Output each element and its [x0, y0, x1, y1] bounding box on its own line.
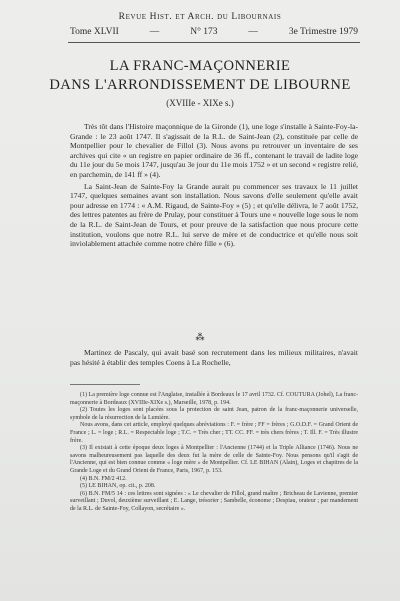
footnote-rule	[70, 384, 140, 385]
issue-number: N° 173	[190, 27, 218, 37]
footnote: (4) B.N. FM/2 412.	[80, 475, 127, 482]
footnote: Nous avons, dans cet article, employé quelques abréviations : F. = frère ; FF = frères ; G.O.D.F. = Grand Orient de France ; L. = loge ; R.L. = Respectable loge ; T.C. = Très cher ; TT. CC. FF. = très chers frères ; T. Ill. F. = Très illustre frère.	[70, 422, 358, 444]
section-divider-asterism: ⁂	[195, 332, 205, 342]
footnote: (5) LE BIHAN, op. cit., p. 208.	[80, 483, 156, 490]
article-body-continued	[70, 348, 358, 369]
footnote: (3) Il existait à cette époque deux loges à Montpellier : l'Ancienne (1744) et la Triple Alliance (1746). Nous ne savons malheureusement pas laquelle des deux fut la mère de celle de Sainte-Foy. Nous pensons qu'il s'agit de l'Ancienne, qui est bien connue comme « loge mère » de Montpellier. Cf. LE BIHAN (Alain), Loges et chapitres de la Grande Loge et du Grand Orient de France, Paris, 1967, p. 153.	[70, 445, 358, 474]
quarter-label: 3e Trimestre 1979	[288, 27, 358, 37]
article-body	[70, 122, 358, 251]
header-rule	[68, 42, 360, 43]
tome-label: Tome XLVII	[70, 27, 119, 37]
paragraph: Très tôt dans l'Histoire maçonnique de la Gironde (1), une loge s'installe à Sainte-Foy-la-Grande : le 23 août 1747. Il s'agissait de la R.L. de Saint-Jean (2), constituée par celle de Montpellier pour le chevalier de Fillol (3). Nous avons pu retrouver un inventaire de ses archives qui cite « un registre en papier ordinaire de 36 ff., contenant le travail de ladite loge du 11e jour du 5e mois 1747, jusqu'au 3e jour du 11e mois 1752 » et un second « registre relié, en parchemin, de 141 ff » (4).	[70, 122, 358, 179]
dash-separator: —	[149, 27, 160, 37]
footnote: (2) Toutes les loges sont placées sous la protection de saint Jean, patron de la franc-maçonnerie universelle, symbole de la résurrection de la Lumière.	[70, 407, 358, 421]
footnote: (1) La première loge connue est l'Anglaise, installée à Bordeaux le 17 avril 1732. Cf. COUTURA (Johel), La franc-maçonnerie à Bordeaux (XVIIIe-XIXe s.), Marseille, 1978, p. 194.	[70, 392, 358, 406]
footnotes	[70, 392, 358, 514]
paragraph: Martinez de Pascaly, qui avait basé son recrutement dans les milieux militaires, n'avait pas hésité à établir des temples Coens à La Rochelle,	[70, 348, 358, 367]
journal-name: Revue Hist. et Arch. du Libournais	[118, 12, 282, 22]
article-subtitle: (XVIIIe - XIXe s.)	[166, 98, 234, 108]
issue-line	[70, 27, 358, 37]
article-title-line1: LA FRANC-MAÇONNERIE	[109, 58, 291, 74]
paragraph: La Saint-Jean de Sainte-Foy la Grande aurait pu commencer ses travaux le 11 juillet 1747, quelques semaines avant son installation. Nous savons d'elle seulement qu'elle avait pour adresse en 1774 : « A.M. Rigaud, de Sainte-Foy » (5) ; et qu'elle délivra, le 7 août 1752, des lettres patentes au frère de Prulay, pour constituer à Tours une « nouvelle loge sous le nom de la R.L. de Saint-Jean de Tours, et pour preuve de la satisfaction que nous procure cette institution, voulons que notre R.L. lui serve de mère et de conductrice et qu'elle nous soit inviolablement attachée comme notre chère fille » (6).	[70, 181, 358, 249]
dash-separator: —	[248, 27, 258, 37]
footnote: (6) B.N. FM/5 14 : ces lettres sont signées : « Le chevalier de Fillol, grand maître ; Bricheau de Lavienne, premier surveillant ; Duvol, deuxième surveillant ; E. Lange, trésorier ; Sambelle, économe ; Despiau, orateur ; par mandement de la R.L. de Sainte-Foy, Collayon, secrétaire ».	[70, 490, 358, 512]
article-title-line2: DANS L'ARRONDISSEMENT DE LIBOURNE	[49, 77, 351, 93]
